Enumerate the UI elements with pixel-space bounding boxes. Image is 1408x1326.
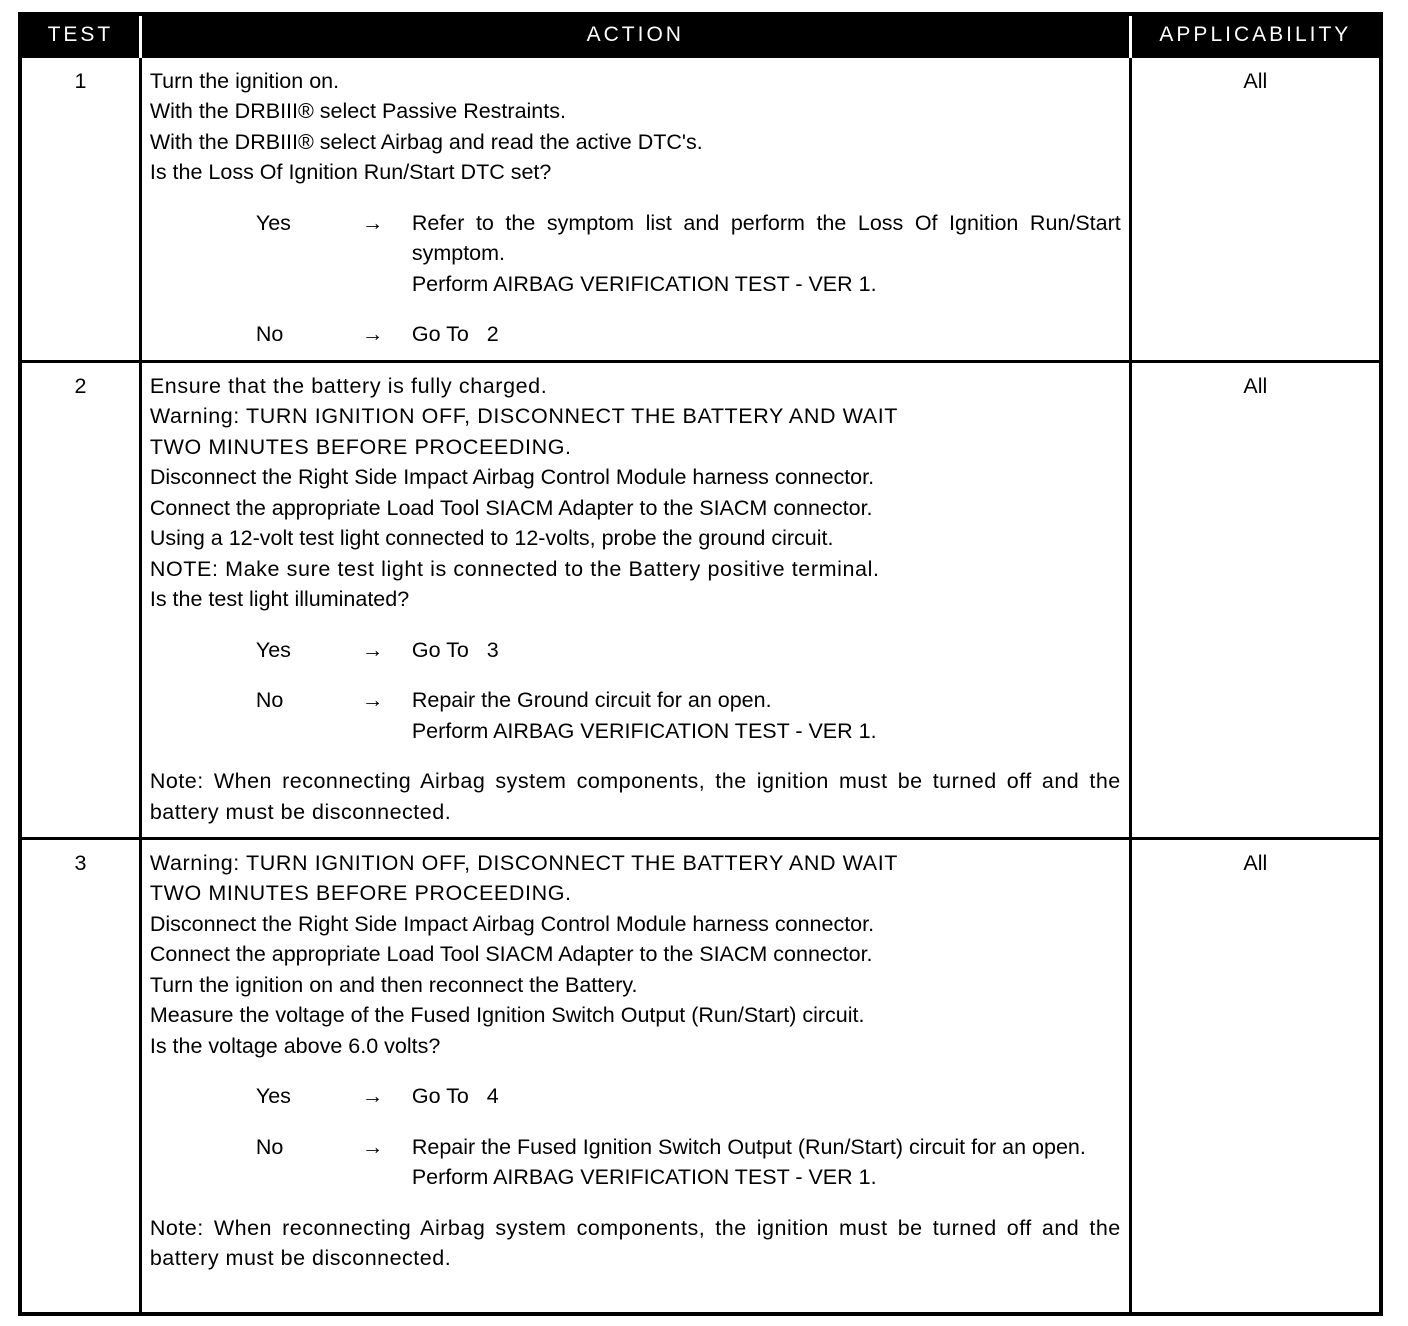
test-number: 1 [20, 56, 140, 361]
action-step: NOTE: Make sure test light is connected to the Battery positive terminal. [149, 556, 880, 581]
header-action: ACTION [140, 14, 1130, 56]
action-step: Warning: TURN IGNITION OFF, DISCONNECT THE BATTERY AND WAIT [149, 404, 899, 428]
no-branch [150, 685, 1121, 746]
yes-result-followup: Perform AIRBAG VERIFICATION TEST - VER 1. [411, 271, 877, 296]
reconnect-note: Note: When reconnecting Airbag system components, the ignition must be turned off and the battery must be disconnected. [149, 1215, 1121, 1270]
action-step: With the DRBIII® select Airbag and read the active DTC's. [149, 129, 703, 154]
table-row [20, 838, 1381, 1314]
reconnect-note: Note: When reconnecting Airbag system components, the ignition must be turned off and the battery must be disconnected. [149, 769, 1121, 824]
applicability-value: All [1130, 56, 1381, 361]
yes-branch [150, 635, 1121, 666]
no-label: No [255, 688, 284, 712]
action-step: Disconnect the Right Side Impact Airbag Control Module harness connector. [149, 465, 875, 489]
action-step: Using a 12-volt test light connected to 12-volts, probe the ground circuit. [149, 526, 834, 550]
action-step: With the DRBIII® select Passive Restraints. [149, 99, 566, 123]
action-cell [140, 838, 1130, 1314]
yes-branch [150, 1081, 1121, 1112]
arrow-right-icon: → [361, 322, 384, 346]
yes-branch [150, 208, 1121, 300]
action-step: Measure the voltage of the Fused Ignition Switch Output (Run/Start) circuit. [149, 1003, 865, 1027]
action-step: TWO MINUTES BEFORE PROCEEDING. [149, 434, 572, 459]
no-result: Repair the Fused Ignition Switch Output (Run/Start) circuit for an open. [411, 1134, 1086, 1159]
action-step: Connect the appropriate Load Tool SIACM Adapter to the SIACM connector. [149, 495, 873, 520]
diagnostic-test-table [18, 12, 1383, 1316]
action-cell [140, 361, 1130, 838]
table-row [20, 56, 1381, 361]
test-number: 3 [20, 838, 140, 1314]
action-step: Turn the ignition on. [149, 68, 340, 93]
yes-result: Go To 3 [411, 637, 499, 662]
arrow-right-icon: → [361, 210, 384, 235]
action-step: Is the Loss Of Ignition Run/Start DTC set? [149, 160, 552, 184]
test-number: 2 [20, 361, 140, 838]
no-result-followup: Perform AIRBAG VERIFICATION TEST - VER 1. [411, 718, 877, 743]
yes-label: Yes [255, 637, 291, 662]
action-cell [140, 56, 1130, 361]
action-step: Warning: TURN IGNITION OFF, DISCONNECT THE BATTERY AND WAIT [149, 850, 899, 875]
no-branch [150, 319, 1121, 350]
no-branch [150, 1132, 1121, 1193]
arrow-right-icon: → [361, 637, 384, 662]
applicability-value: All [1130, 838, 1381, 1314]
no-label: No [255, 322, 284, 346]
action-step: Is the test light illuminated? [149, 587, 410, 611]
header-applicability: APPLICABILITY [1130, 14, 1381, 56]
no-result: Repair the Ground circuit for an open. [411, 688, 772, 712]
no-result: Go To 2 [411, 322, 499, 346]
table-header-row [20, 14, 1381, 56]
action-step: TWO MINUTES BEFORE PROCEEDING. [149, 881, 572, 905]
arrow-right-icon: → [361, 1084, 384, 1108]
action-step: Disconnect the Right Side Impact Airbag Control Module harness connector. [149, 911, 875, 936]
yes-result: Refer to the symptom list and perform the Loss Of Ignition Run/Start symptom. [411, 210, 1121, 265]
arrow-right-icon: → [361, 1134, 384, 1159]
applicability-value: All [1130, 361, 1381, 838]
header-test: TEST [20, 14, 140, 56]
yes-label: Yes [255, 1084, 291, 1108]
action-step: Connect the appropriate Load Tool SIACM Adapter to the SIACM connector. [149, 942, 873, 966]
yes-result: Go To 4 [411, 1084, 499, 1108]
table-row [20, 361, 1381, 838]
yes-label: Yes [255, 210, 291, 235]
action-step: Ensure that the battery is fully charged. [149, 373, 548, 398]
no-label: No [255, 1134, 284, 1159]
action-step: Is the voltage above 6.0 volts? [149, 1033, 441, 1058]
arrow-right-icon: → [361, 688, 384, 712]
no-result-followup: Perform AIRBAG VERIFICATION TEST - VER 1. [411, 1165, 877, 1189]
action-step: Turn the ignition on and then reconnect the Battery. [149, 972, 638, 997]
